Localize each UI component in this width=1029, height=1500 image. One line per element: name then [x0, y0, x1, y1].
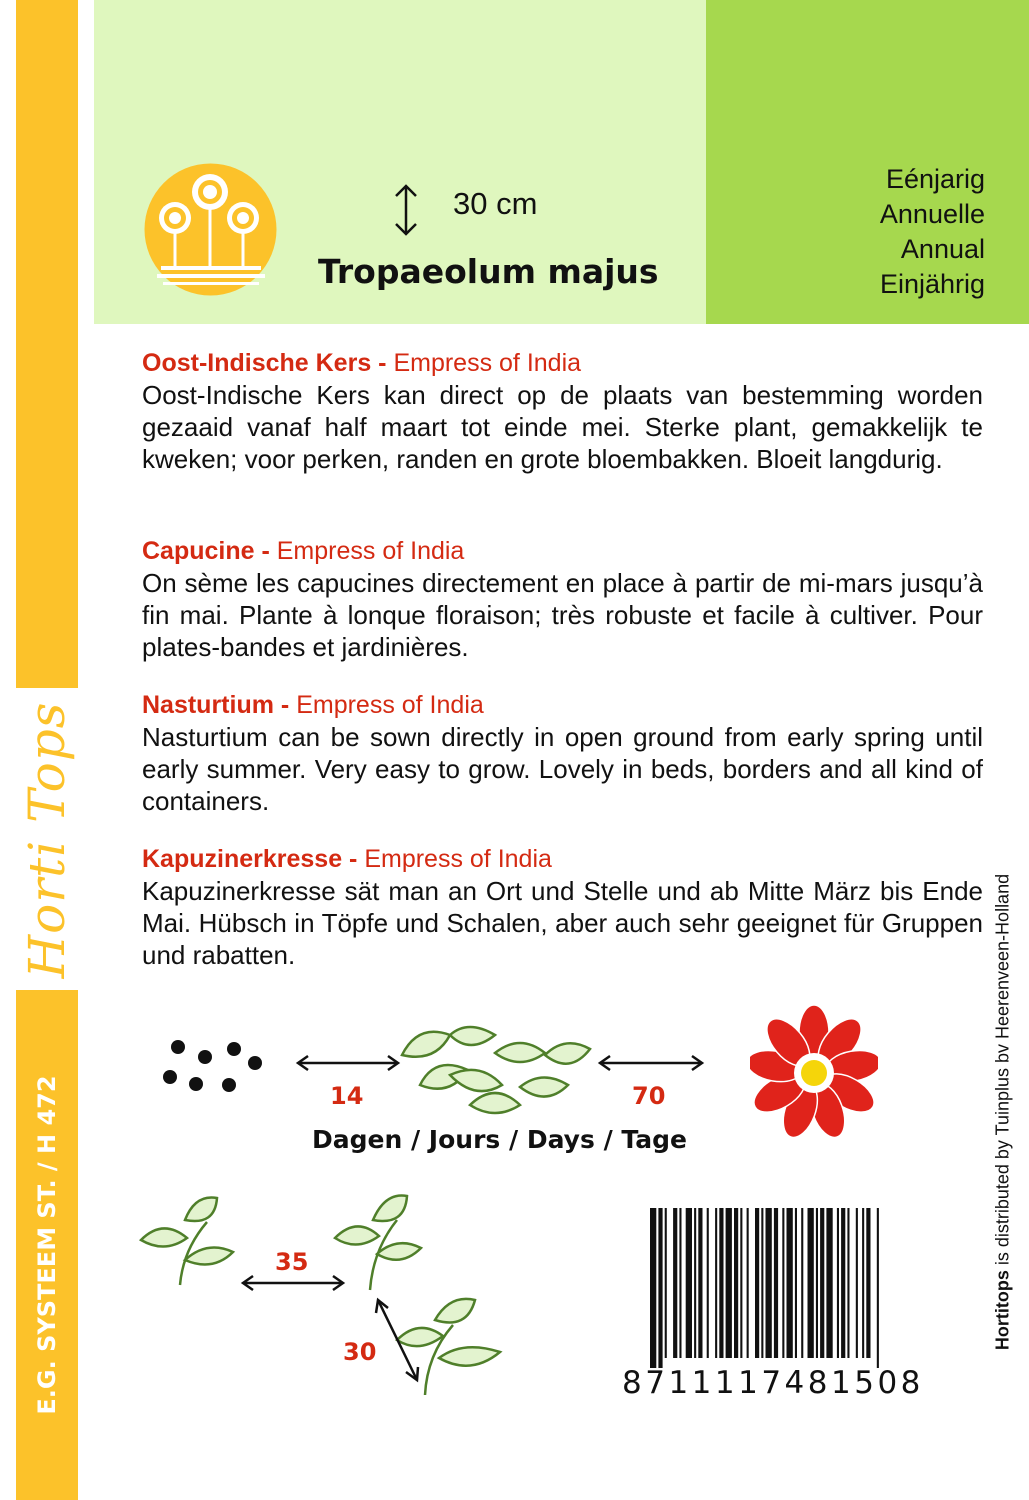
germination-days: 14: [330, 1082, 364, 1110]
barcode-bar: [862, 1208, 864, 1358]
barcode-bar: [877, 1208, 879, 1368]
seeds-icon: [163, 1040, 262, 1092]
height-arrow-icon: [393, 183, 419, 237]
days-label: Dagen / Jours / Days / Tage: [312, 1125, 687, 1154]
barcode-bar: [650, 1208, 656, 1368]
variety-name: Empress of India: [296, 691, 484, 719]
brand-strip-top: [16, 0, 78, 688]
variety-name: Empress of India: [393, 349, 582, 377]
barcode-number: 8711117481508: [622, 1365, 924, 1401]
barcode-bar: [841, 1208, 845, 1358]
annual-en: Annual: [900, 234, 985, 264]
plant-height: 30 cm: [453, 186, 538, 221]
barcode-bar: [679, 1208, 681, 1358]
row-spacing: 35: [275, 1248, 309, 1276]
barcode-bar: [837, 1208, 839, 1358]
barcode-bar: [787, 1208, 793, 1358]
barcode-bar: [782, 1208, 784, 1358]
barcode-bar: [816, 1208, 818, 1358]
plant-icon: [397, 1299, 500, 1395]
distributor-note: is distributed by Tuinplus bv Heerenveen-Holland: [992, 873, 1013, 1271]
section-title: [142, 689, 983, 721]
annual-fr: Annuelle: [879, 199, 985, 229]
barcode-bar: [686, 1208, 692, 1358]
latin-name: Tropaeolum majus: [318, 252, 659, 291]
section-title: [142, 843, 983, 875]
barcode-bar: [826, 1208, 832, 1358]
barcode-bar: [774, 1208, 778, 1358]
barcode-bar: [747, 1208, 749, 1358]
section-text: Nasturtium can be sown directly in open ground from early spring until early summer. Very easy to grow. Lovely in beds, borders and all kind of containers.: [142, 722, 983, 816]
section-fr: [142, 535, 983, 663]
barcode-bar: [665, 1208, 667, 1358]
section-text: Kapuzinerkresse sät man an Ort und Stelle und ab Mitte März bis Ende Mai. Hübsch in Töpfe und Schalen, aber auch sehr geeignet für Gruppen und rabatten.: [142, 876, 983, 970]
barcode-bar: [726, 1208, 732, 1358]
barcode-bar: [847, 1208, 849, 1358]
arrow-icon: [596, 1048, 708, 1078]
barcode-bar: [856, 1208, 858, 1358]
annual-labels: [880, 162, 985, 302]
barcode-bar: [658, 1208, 662, 1368]
variety-name: Empress of India: [276, 537, 465, 565]
growth-timeline-graphic: [150, 1015, 610, 1125]
seedlings-icon: [402, 1027, 590, 1113]
barcode-bar: [715, 1208, 717, 1358]
section-title: [142, 535, 983, 567]
plant-icon: [141, 1197, 233, 1285]
distributor-text: [993, 812, 1014, 1412]
section-de: [142, 843, 983, 971]
common-name: Capucine -: [142, 537, 277, 565]
barcode-bar: [694, 1208, 696, 1358]
annual-de: Einjährig: [879, 269, 985, 299]
plant-icon: [335, 1196, 421, 1291]
barcode-bar: [761, 1208, 763, 1358]
barcode-bar: [707, 1208, 709, 1358]
barcode-bar: [795, 1208, 797, 1358]
barcode-bar: [866, 1208, 870, 1358]
flower-icon: [750, 1003, 878, 1139]
section-nl: [142, 347, 983, 475]
common-name: Oost-Indische Kers -: [142, 349, 394, 377]
barcode-bar: [734, 1208, 738, 1358]
section-text: On sème les capucines directement en place à partir de mi-mars jusqu’à fin mai. Plante à lonque floraison; très robuste et facile à cultiver. Pour plates-bandes et jardinières.: [142, 568, 983, 662]
section-text: Oost-Indische Kers kan direct op de plaats van bestemming worden gezaaid vanaf half maart tot einde mei. Sterke plant, gemakkelijk te kweken; voor perken, randen en grote bloembakken. Bloeit langdurig.: [142, 380, 983, 474]
spacing-graphic: [135, 1190, 515, 1400]
annual-nl: Eénjarig: [885, 164, 985, 194]
plant-spacing: 30: [343, 1338, 377, 1366]
brand-name: Horti Tops: [18, 701, 76, 979]
common-name: Kapuzinerkresse -: [142, 845, 365, 873]
flowering-days: 70: [632, 1082, 666, 1110]
arrow-icon: [298, 1056, 398, 1070]
distributor-brand: Hortitops: [992, 1270, 1013, 1351]
barcode: [648, 1208, 936, 1368]
barcode-bar: [673, 1208, 677, 1358]
section-title: [142, 347, 983, 379]
barcode-bar: [801, 1208, 803, 1358]
barcode-bar: [808, 1208, 814, 1358]
product-code: E.G. SYSTEEM ST. / H 472: [33, 1075, 61, 1415]
common-name: Nasturtium -: [142, 691, 297, 719]
barcode-bar: [719, 1208, 723, 1358]
barcode-bar: [755, 1208, 759, 1358]
section-en: [142, 689, 983, 817]
variety-name: Empress of India: [364, 845, 552, 873]
arrow-icon: [243, 1276, 343, 1290]
barcode-bar: [698, 1208, 702, 1358]
barcode-bar: [766, 1208, 772, 1358]
flower-group-icon: [143, 162, 278, 297]
barcode-bar: [740, 1208, 742, 1358]
barcode-bar: [820, 1208, 824, 1358]
